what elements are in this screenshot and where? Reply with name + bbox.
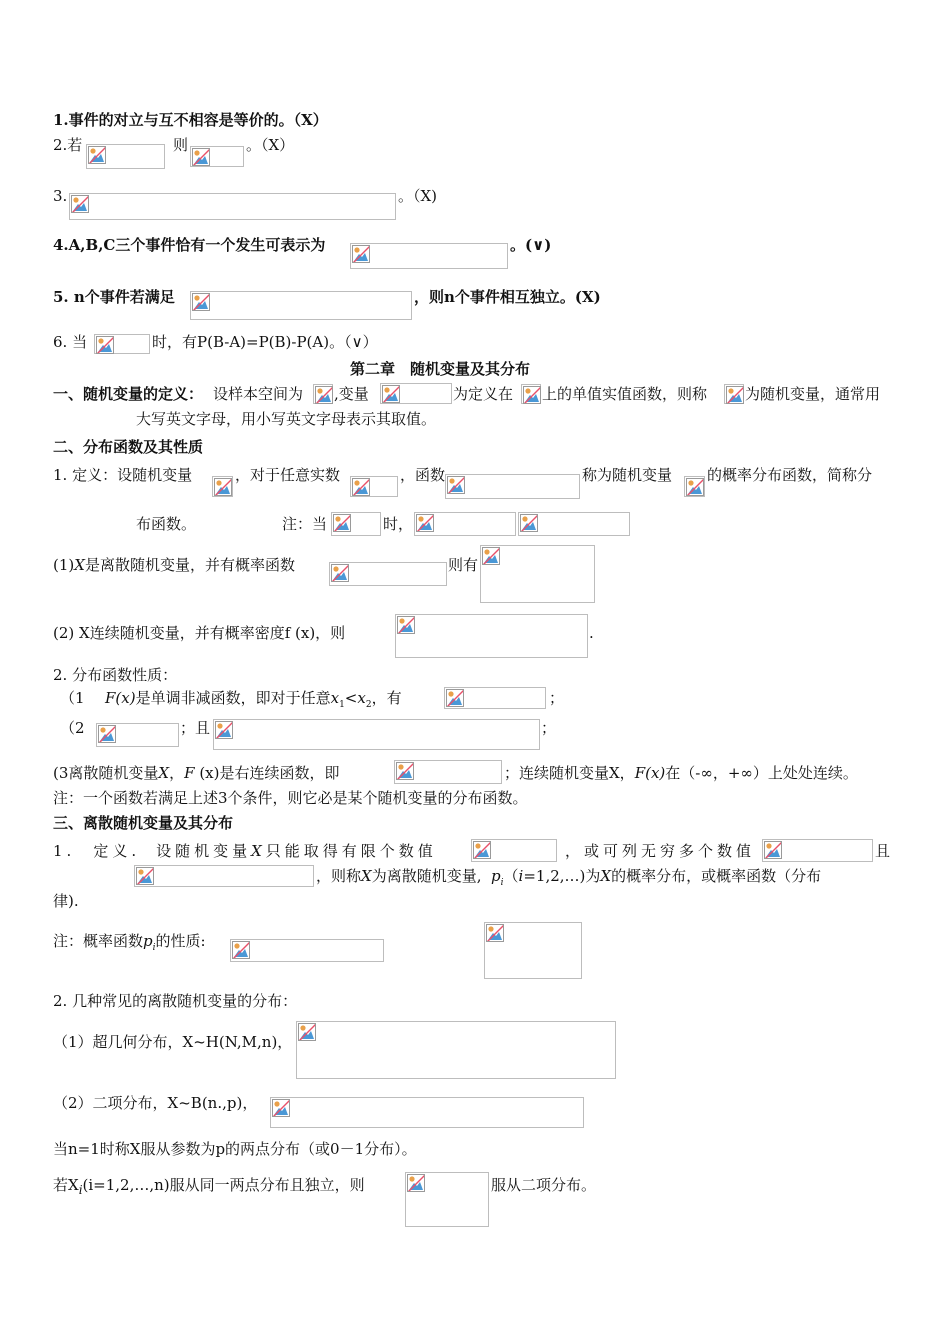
s3-xi-text: 若$X_i(i=1,2,\dots,n)$服从同一两点分布且独立，则 <box>53 1176 365 1197</box>
section-3-heading: 三、离散随机变量及其分布 <box>53 814 234 832</box>
formula-image <box>69 193 396 220</box>
s2-def-text: 1. 定义：设随机变量 <box>53 466 193 484</box>
s3-common-heading: 2. 几种常见的离散随机变量的分布： <box>53 992 298 1010</box>
q3-suffix: 。（X) <box>398 187 438 205</box>
s2-def-text: 的概率分布函数，简称分 <box>707 466 873 484</box>
broken-image-icon <box>523 386 541 404</box>
q6-prefix: 6. 当 <box>53 333 88 351</box>
s3-def-line1: 1. 定义. 设随机变量X只能取得有限个数值 <box>53 842 437 860</box>
broken-image-icon <box>382 385 400 403</box>
q1-text: 1.事件的对立与互不相容是等价的。（X） <box>53 111 328 129</box>
s2-prop1-post: ； <box>549 689 565 707</box>
broken-image-icon <box>482 547 500 565</box>
broken-image-icon <box>71 195 89 213</box>
formula-image <box>350 476 398 497</box>
s2-prop2-prefix: （2 <box>60 719 85 737</box>
s2-def-text: ，函数 <box>400 466 446 484</box>
s2-discrete-post: 则有 <box>448 556 479 574</box>
broken-image-icon <box>473 841 491 859</box>
broken-image-icon <box>272 1099 290 1117</box>
s2-def-text: ，对于任意实数 <box>235 466 341 484</box>
q2-middle: 则 <box>173 136 189 154</box>
s2-prop2-post: ； <box>541 719 557 737</box>
s3-hypergeometric: （1）超几何分布，X~H(N,M,n)， <box>53 1033 293 1051</box>
broken-image-icon <box>397 616 415 634</box>
formula-image <box>190 146 244 167</box>
formula-image <box>684 476 705 497</box>
broken-image-icon <box>215 721 233 739</box>
s2-note-text: 注：当 <box>282 515 328 533</box>
s2-prop3-text: (3离散随机变量X，F (x)是右连续函数，即 <box>53 764 340 782</box>
s2-note-end: 注：一个函数若满足上述3个条件，则它必是某个随机变量的分布函数。 <box>53 789 528 807</box>
q4-suffix: 。(∨) <box>510 236 552 254</box>
s2-discrete-text: (1)X是离散随机变量，并有概率函数 <box>53 556 295 574</box>
broken-image-icon <box>214 478 232 496</box>
formula-image <box>394 760 502 784</box>
s3-xi-post: 服从二项分布。 <box>491 1176 597 1194</box>
broken-image-icon <box>447 476 465 494</box>
q5-suffix: ，则n个事件相互独立。(X) <box>414 288 601 306</box>
formula-image <box>521 384 541 404</box>
chapter-title: 第二章 随机变量及其分布 <box>350 360 531 378</box>
q2-prefix: 2.若 <box>53 136 83 154</box>
section-1-heading: 一、随机变量的定义： <box>53 385 204 403</box>
formula-image <box>94 334 150 354</box>
broken-image-icon <box>407 1174 425 1192</box>
broken-image-icon <box>352 245 370 263</box>
s2-props-heading: 2. 分布函数性质： <box>53 666 178 684</box>
formula-image <box>471 839 557 862</box>
formula-image <box>724 384 744 404</box>
s2-prop3-post: ；连续随机变量X，F(x)在（-∞，+∞）上处处连续。 <box>504 764 858 782</box>
s1-text: 为定义在 <box>453 385 514 403</box>
formula-image <box>331 512 381 536</box>
q4-prefix: 4.A,B,C三个事件恰有一个发生可表示为 <box>53 236 326 254</box>
formula-image <box>86 144 165 169</box>
q2-suffix: 。（X） <box>246 136 295 154</box>
broken-image-icon <box>726 386 744 404</box>
formula-image <box>405 1172 489 1227</box>
s3-two-point: 当n=1时称X服从参数为p的两点分布（或0－1分布）。 <box>53 1140 417 1158</box>
formula-image <box>480 545 595 603</box>
s1-text: 为随机变量，通常用 <box>745 385 881 403</box>
broken-image-icon <box>98 725 116 743</box>
s3-def-text: ，或可列无穷多个数值 <box>565 842 756 860</box>
broken-image-icon <box>315 386 333 404</box>
formula-image <box>518 512 630 536</box>
formula-image <box>414 512 516 536</box>
formula-image <box>230 939 384 962</box>
s3-def-line3: 律). <box>53 892 79 910</box>
broken-image-icon <box>192 293 210 311</box>
s2-def-text: 称为随机变量 <box>582 466 673 484</box>
formula-image <box>329 562 447 586</box>
broken-image-icon <box>136 867 154 885</box>
formula-image <box>96 723 179 747</box>
formula-image <box>395 614 588 658</box>
formula-image <box>445 474 580 499</box>
formula-image <box>350 243 508 269</box>
broken-image-icon <box>396 762 414 780</box>
broken-image-icon <box>352 478 370 496</box>
s2-prop2-mid: ；且 <box>180 719 211 737</box>
broken-image-icon <box>333 514 351 532</box>
broken-image-icon <box>88 146 106 164</box>
broken-image-icon <box>298 1023 316 1041</box>
q3-prefix: 3. <box>53 187 68 205</box>
s3-note-text: 注：概率函数$p_i$的性质: <box>53 932 206 953</box>
formula-image <box>484 922 582 979</box>
broken-image-icon <box>416 514 434 532</box>
s1-text-line2: 大写英文字母，用小写英文字母表示其取值。 <box>136 410 437 428</box>
s2-def-line2: 布函数。 <box>136 515 197 533</box>
broken-image-icon <box>331 564 349 582</box>
formula-image <box>444 687 546 709</box>
formula-image <box>380 383 452 404</box>
broken-image-icon <box>486 924 504 942</box>
s2-note-text: 时， <box>383 515 414 533</box>
s3-def-text: 且 <box>875 842 891 860</box>
s3-binomial: （2）二项分布，X~B(n.,p)， <box>53 1094 258 1112</box>
s2-prop1-prefix: （1 <box>60 689 85 707</box>
s1-text: 上的单值实值函数，则称 <box>542 385 708 403</box>
q6-suffix: 时，有P(B-A)=P(B)-P(A)。（∨） <box>152 333 378 351</box>
s2-continuous-post: . <box>589 624 594 642</box>
broken-image-icon <box>232 941 250 959</box>
formula-image <box>134 865 314 887</box>
formula-image <box>313 384 333 404</box>
s1-text: ,变量 <box>334 385 369 403</box>
broken-image-icon <box>192 148 210 166</box>
formula-image <box>762 839 873 862</box>
s2-prop1-text: F(x)是单调非减函数，即对于任意$x_1<x_2$，有 <box>105 689 402 710</box>
q5-prefix: 5. n个事件若满足 <box>53 288 175 306</box>
s2-continuous-text: (2) X连续随机变量，并有概率密度f (x)，则 <box>53 624 346 642</box>
broken-image-icon <box>686 478 704 496</box>
s1-text: 设样本空间为 <box>213 385 304 403</box>
s3-def-line2: ，则称X为离散随机变量, $p_i(i=1,2,\dots)$为X的概率分布，或概率函数（分布 <box>316 867 822 888</box>
formula-image <box>212 476 233 497</box>
broken-image-icon <box>446 689 464 707</box>
broken-image-icon <box>520 514 538 532</box>
formula-image <box>270 1097 584 1128</box>
section-2-heading: 二、分布函数及其性质 <box>53 438 204 456</box>
broken-image-icon <box>764 841 782 859</box>
formula-image <box>190 291 412 320</box>
formula-image <box>213 719 540 750</box>
formula-image <box>296 1021 616 1079</box>
broken-image-icon <box>96 336 114 354</box>
